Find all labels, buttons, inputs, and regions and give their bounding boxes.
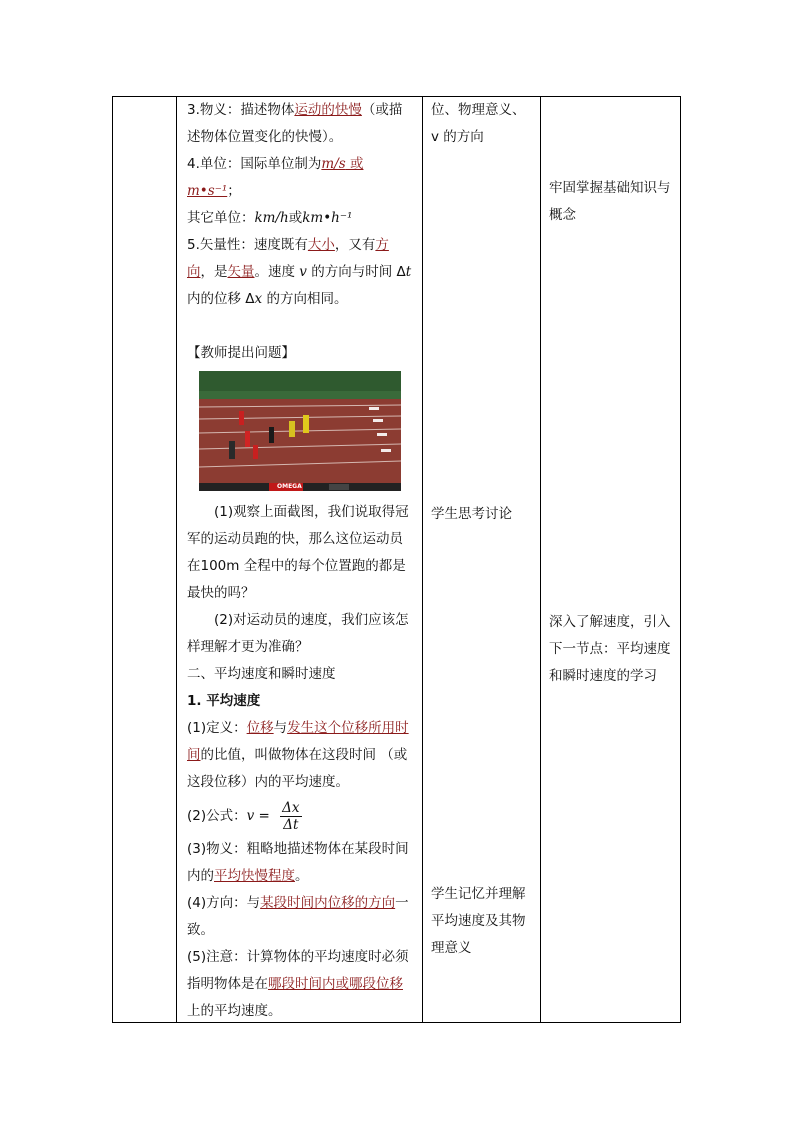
symbol: x bbox=[254, 291, 263, 307]
fraction-numerator: Δx bbox=[282, 799, 300, 816]
text: 或 bbox=[345, 156, 364, 172]
underlined-term: 大小 bbox=[307, 237, 335, 253]
text: 。速度 bbox=[254, 264, 300, 280]
unit: km/h bbox=[254, 210, 289, 226]
text: 一致。 bbox=[187, 895, 409, 938]
text: 其它单位： bbox=[187, 210, 255, 226]
unit-paragraph bbox=[187, 151, 415, 205]
text: 。 bbox=[295, 868, 309, 884]
lesson-table bbox=[112, 96, 681, 1023]
intent-text-1: 牢固掌握基础知识与概念 bbox=[549, 180, 671, 223]
text: 的比值，叫做物体在这段时间 （或这段位移）内的平均速度。 bbox=[187, 747, 408, 790]
formula-paragraph bbox=[187, 796, 415, 836]
text: 的方向与时间 Δ bbox=[306, 264, 406, 280]
text: 5.矢量性：速度既有 bbox=[187, 237, 308, 253]
race-photo bbox=[199, 371, 401, 491]
blank-line bbox=[187, 313, 415, 340]
underlined-term: 方向 bbox=[187, 237, 389, 280]
text: = bbox=[254, 808, 275, 824]
student-text-2: 学生思考讨论 bbox=[431, 506, 512, 522]
note-paragraph bbox=[187, 944, 415, 1025]
underlined-term: 位移 bbox=[246, 720, 274, 736]
text: 的方向相同。 bbox=[262, 291, 348, 307]
student-text-1: 位、物理意义、v 的方向 bbox=[431, 102, 526, 145]
text: ； bbox=[227, 183, 241, 199]
text: ，是 bbox=[200, 264, 228, 280]
unit: m•s⁻¹ bbox=[187, 183, 228, 199]
meaning-paragraph bbox=[187, 97, 415, 151]
text: （或描述物体位置变化的快慢）。 bbox=[187, 102, 403, 145]
text: 与 bbox=[273, 720, 288, 736]
unit: m/s bbox=[321, 156, 346, 172]
text: ，又有 bbox=[334, 237, 376, 253]
symbol: v bbox=[299, 264, 307, 280]
symbol: t bbox=[405, 264, 412, 280]
vector-paragraph bbox=[187, 232, 415, 313]
text: (3)物义：粗略地描述物体在某段时间内的 bbox=[187, 841, 409, 884]
content-column bbox=[177, 97, 423, 1025]
underlined-term: 发生这个位移所用时间 bbox=[187, 720, 409, 763]
underlined-term: 平均快慢程度 bbox=[214, 868, 295, 884]
text: 上的平均速度。 bbox=[187, 1003, 282, 1019]
race-photo-drawing bbox=[199, 371, 401, 491]
text: (4)方向：与 bbox=[187, 895, 261, 911]
col-divider-3 bbox=[540, 97, 541, 1022]
student-column bbox=[423, 97, 541, 956]
symbol: v bbox=[246, 808, 255, 824]
fraction-denominator: Δt bbox=[283, 816, 299, 833]
definition-paragraph bbox=[187, 715, 415, 796]
velocity-fraction bbox=[280, 800, 301, 833]
text: 3.物义：描述物体 bbox=[187, 102, 295, 118]
underlined-term: 哪段时间内或哪段位移 bbox=[268, 976, 403, 992]
underlined-term: 某段时间内位移的方向 bbox=[260, 895, 396, 911]
text: 或 bbox=[288, 210, 303, 226]
other-unit-paragraph bbox=[187, 205, 415, 232]
underlined-term: 矢量 bbox=[227, 264, 255, 280]
student-text-3: 学生记忆并理解平均速度及其物理意义 bbox=[431, 886, 526, 956]
text: 内的位移 Δ bbox=[187, 291, 255, 307]
physical-meaning-paragraph bbox=[187, 836, 415, 890]
text: 4.单位：国际单位制为 bbox=[187, 156, 322, 172]
question-1: (1)观察上面截图，我们说取得冠军的运动员跑的快，那么这位运动员在100m 全程中的每个位置跑的都是最快的吗？ bbox=[187, 504, 409, 601]
omega-logo-text: OMEGA bbox=[277, 483, 302, 490]
text: (5)注意：计算物体的平均速度时必须指明物体是在 bbox=[187, 949, 409, 992]
intent-text-2: 深入了解速度，引入下一节点：平均速度和瞬时速度的学习 bbox=[549, 614, 671, 684]
text: (2)公式： bbox=[187, 808, 247, 824]
direction-paragraph bbox=[187, 890, 415, 944]
subsection-heading: 1. 平均速度 bbox=[187, 693, 261, 709]
question-2: (2)对运动员的速度，我们应该怎样理解才更为准确？ bbox=[187, 612, 409, 655]
unit: km•h⁻¹ bbox=[302, 210, 353, 226]
underlined-term: 运动的快慢 bbox=[294, 102, 362, 118]
text: (1)定义： bbox=[187, 720, 247, 736]
section-2-heading: 二、平均速度和瞬时速度 bbox=[187, 666, 336, 682]
teacher-heading: 【教师提出问题】 bbox=[187, 345, 295, 361]
